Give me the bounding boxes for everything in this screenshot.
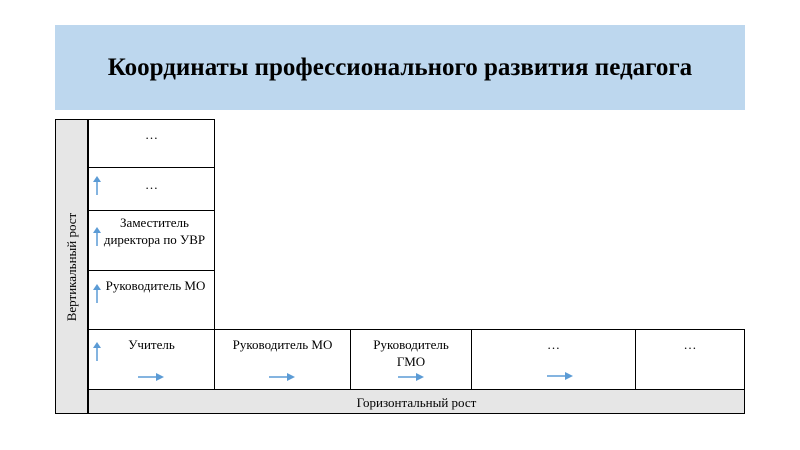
horizontal-cell-head-gmo: Руководитель ГМО [350,329,472,390]
horizontal-cell-ellipsis-2: … [635,329,745,390]
vertical-cell-second: … [88,167,215,211]
arrow-right-icon [547,372,573,380]
vertical-label-text: Вертикальный рост [63,212,79,321]
horizontal-cell-ellipsis-1: … [471,329,636,390]
horizontal-cell-teacher: Учитель [88,329,215,390]
horizontal-cell-head-mo: Руководитель МО [214,329,351,390]
arrow-up-icon [92,284,102,304]
arrow-right-icon [398,373,424,381]
arrow-right-icon [269,373,295,381]
vertical-axis-label [55,119,88,414]
title-banner [55,25,745,110]
arrow-up-icon [92,342,102,362]
arrow-right-icon [138,373,164,381]
vertical-cell-top: … [88,119,215,168]
vertical-cell-head-mo: Руководитель МО [88,270,215,330]
vertical-cell-deputy-director: Заместитель директора по УВР [88,210,215,271]
arrow-up-icon [92,176,102,196]
page-title: Координаты профессионального развития педагога [107,53,693,81]
arrow-up-icon [92,227,102,247]
horizontal-axis-label: Горизонтальный рост [88,389,745,414]
